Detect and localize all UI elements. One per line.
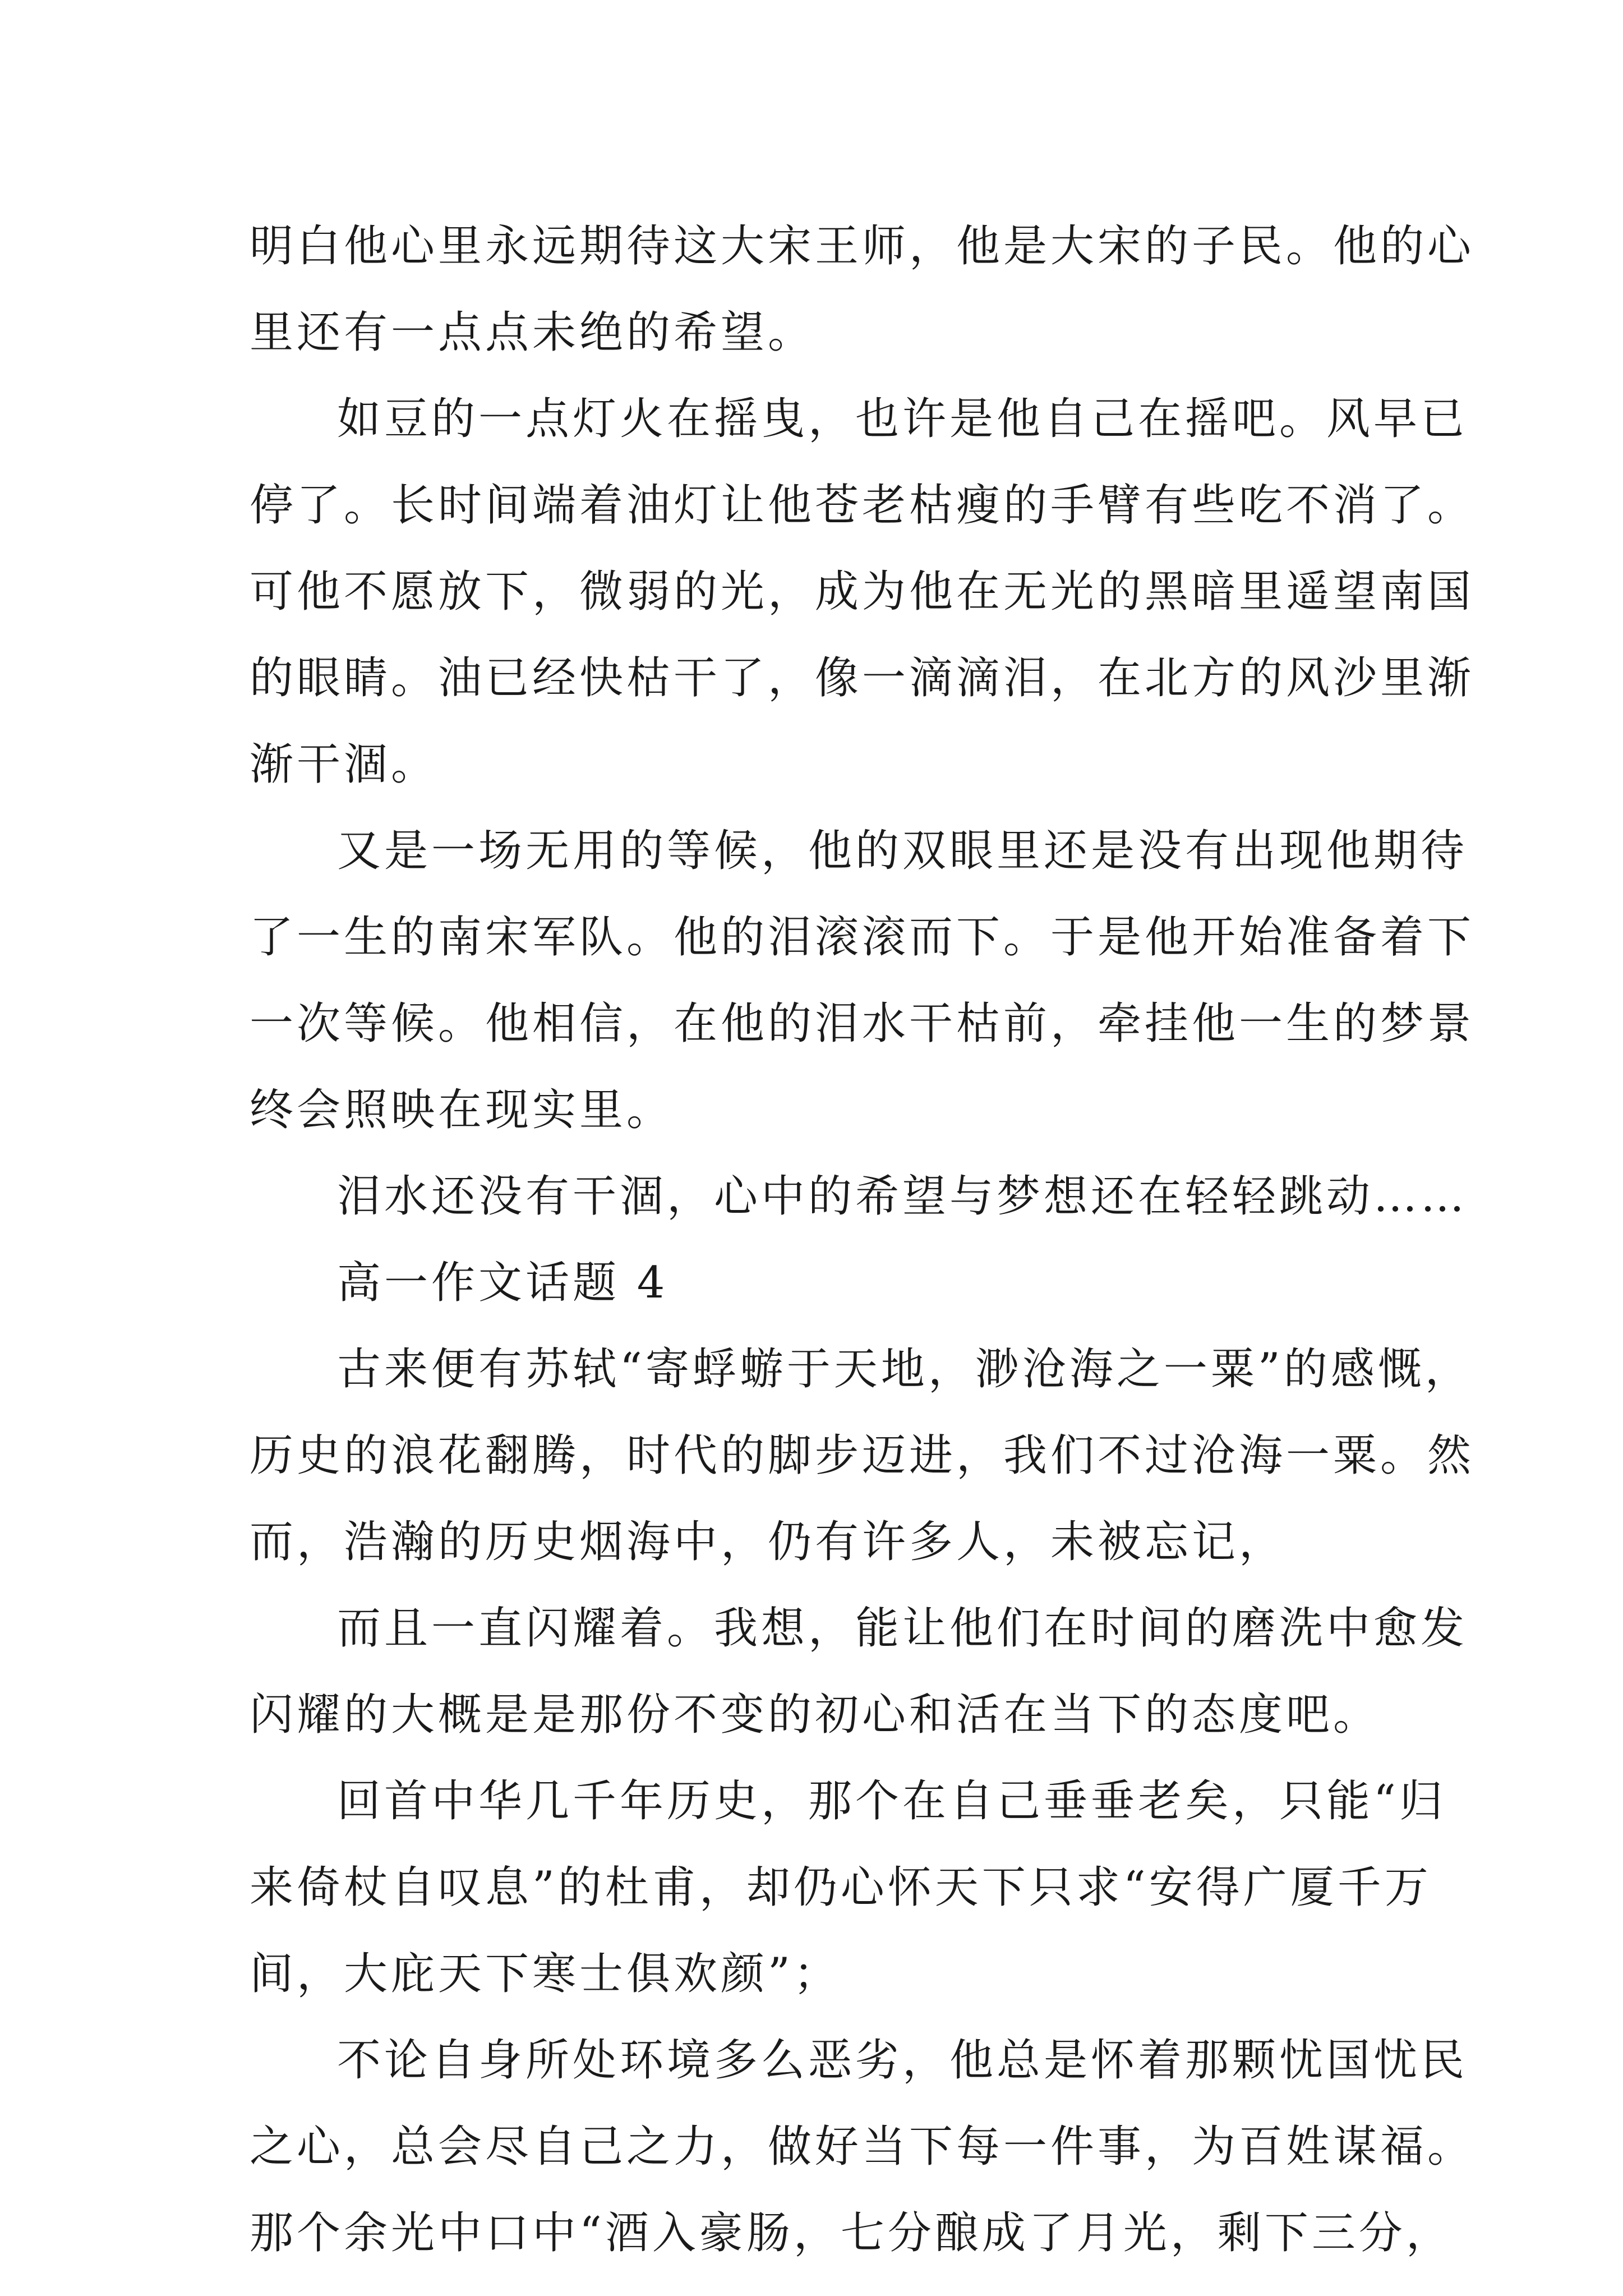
text-line: 渐干涸。	[250, 739, 439, 790]
text-line: 回首中华几千年历史，那个在自己垂垂老矣，只能“归	[337, 1776, 1446, 1826]
text-line: 那个余光中口中“酒入豪肠，七分酿成了月光，剩下三分，	[250, 2208, 1453, 2258]
text-line: 泪水还没有干涸，心中的希望与梦想还在轻轻跳动……	[337, 1171, 1468, 1222]
text-line: 高一作文话题 4	[337, 1258, 668, 1308]
text-line: 的眼睛。油已经快枯干了，像一滴滴泪，在北方的风沙里渐	[250, 653, 1475, 703]
text-line: 不论自身所处环境多么恶劣，他总是怀着那颗忧国忧民	[337, 2035, 1468, 2086]
text-line: 之心，总会尽自己之力，做好当下每一件事，为百姓谋福。	[250, 2122, 1475, 2172]
text-line: 如豆的一点灯火在摇曳，也许是他自己在摇吧。风早已	[337, 394, 1468, 444]
text-line: 明白他心里永远期待这大宋王师，他是大宋的子民。他的心	[250, 221, 1475, 272]
text-line: 可他不愿放下，微弱的光，成为他在无光的黑暗里遥望南国	[250, 567, 1475, 617]
text-line: 又是一场无用的等候，他的双眼里还是没有出现他期待	[337, 826, 1468, 876]
document-body	[250, 203, 1475, 2276]
text-line: 来倚杖自叹息”的杜甫，却仍心怀天下只求“安得广厦千万	[250, 1862, 1432, 1913]
text-line: 一次等候。他相信，在他的泪水干枯前，牵挂他一生的梦景	[250, 999, 1475, 1049]
text-line: 闪耀的大概是是那份不变的初心和活在当下的态度吧。	[250, 1690, 1381, 1740]
text-line: 历史的浪花翻腾，时代的脚步迈进，我们不过沧海一粟。然	[250, 1430, 1475, 1481]
text-line: 里还有一点点未绝的希望。	[250, 307, 815, 358]
text-line: 终会照映在现实里。	[250, 1085, 674, 1135]
text-line: 了一生的南宋军队。他的泪滚滚而下。于是他开始准备着下	[250, 912, 1475, 963]
text-line: 而，浩瀚的历史烟海中，仍有许多人，未被忘记，	[250, 1517, 1287, 1567]
text-line: 古来便有苏轼“寄蜉蝣于天地，渺沧海之一粟”的感慨，	[337, 1344, 1472, 1395]
text-line: 间，大庇天下寒士俱欢颜”；	[250, 1949, 841, 1999]
text-line: 而且一直闪耀着。我想，能让他们在时间的磨洗中愈发	[337, 1603, 1468, 1654]
text-line: 停了。长时间端着油灯让他苍老枯瘦的手臂有些吃不消了。	[250, 480, 1475, 531]
